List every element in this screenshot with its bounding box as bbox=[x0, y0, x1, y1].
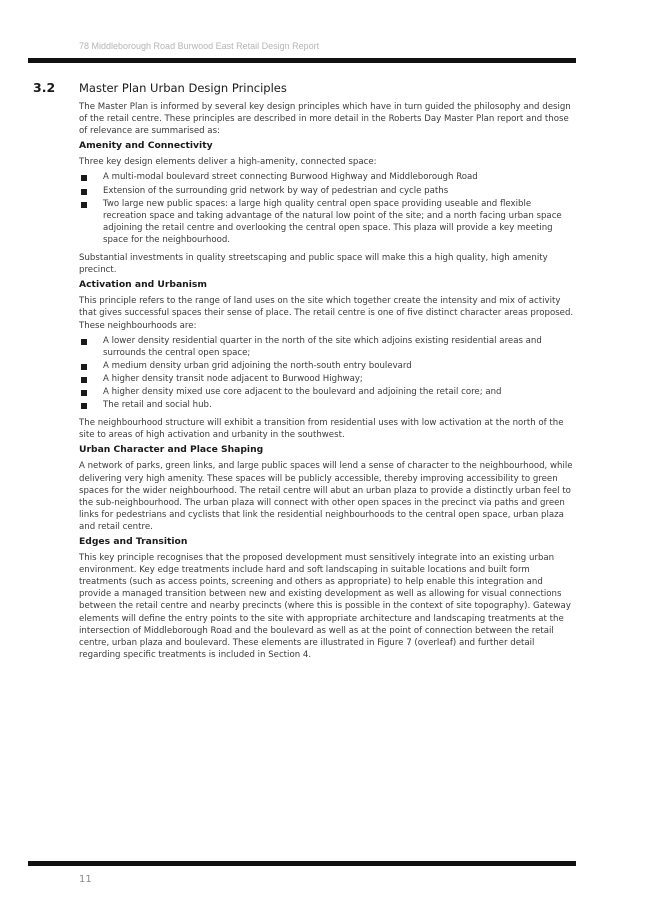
page-number: 11 bbox=[79, 874, 92, 885]
list-item: A multi-modal boulevard street connecting Burwood Highway and Middleborough Road bbox=[79, 171, 575, 183]
edges-heading: Edges and Transition bbox=[79, 536, 188, 547]
footer-rule bbox=[28, 861, 576, 866]
list-item: Extension of the surrounding grid network by way of pedestrian and cycle paths bbox=[79, 185, 575, 197]
section-body bbox=[79, 101, 575, 664]
urban-character-body: A network of parks, green links, and large public spaces will lend a sense of character to the neighbourhood, while delivering very high amenity. These spaces will be publicly accessible, thereby improving accessibility to green spaces for the wider neighbourhood. The retail centre will abut an urban plaza to provide a distinctly urban feel to the sub-neighbourhood. The urban plaza will connect with other open spaces in the precinct via paths and green links for pedestrians and cyclists that link the residential neighbourhoods to the central open space, urban plaza and retail centre. bbox=[79, 461, 573, 532]
amenity-list bbox=[79, 171, 575, 246]
neighbourhoods-list bbox=[79, 335, 575, 412]
running-header: 78 Middleborough Road Burwood East Retail Design Report bbox=[79, 41, 320, 51]
activation-body: This principle refers to the range of land uses on the site which together create the intensity and mix of activity that gives successful spaces their sense of place. The retail centre is one of five distinct character areas proposed. These neighbourhoods are: bbox=[79, 296, 574, 331]
intro-paragraph: The Master Plan is informed by several key design principles which have in turn guided the philosophy and design of the retail centre. These principles are described in more detail in the Roberts Day Master Plan report and those of relevance are summarised as: bbox=[79, 102, 571, 137]
list-item: A medium density urban grid adjoining the north-south entry boulevard bbox=[79, 360, 575, 372]
section-number: 3.2 bbox=[33, 80, 56, 95]
list-item: A lower density residential quarter in the north of the site which adjoins existing residential areas and surrounds the central open space; bbox=[79, 335, 575, 359]
list-item: A higher density mixed use core adjacent to the boulevard and adjoining the retail core; and bbox=[79, 386, 575, 398]
header-rule bbox=[28, 58, 576, 63]
list-item: Two large new public spaces: a large high quality central open space providing useable and flexible recreation space and taking advantage of the natural low point of the site; and a north facing urban space adjoining the retail centre and overlooking the central open space. This plaza will provide a key meeting space for the neighbourhood. bbox=[79, 198, 575, 246]
edges-body: This key principle recognises that the proposed development must sensitively integrate into an existing urban environment. Key edge treatments include hard and soft landscaping in suitable locations and built form treatments (such as access points, screening and others as appropriate) to help enable this integration and provide a managed transition between new and existing development as well as allowing for visual connections between the retail centre and nearby precincts (where this is possible in the context of site topography). Gateway elements will define the entry points to the site with appropriate architecture and landscaping treatments at the intersection of Middleborough Road and the boulevard as well as at the point of connection between the retail centre, urban plaza and boulevard. These elements are illustrated in Figure 7 (overleaf) and further detail regarding specific treatments is included in Section 4. bbox=[79, 553, 571, 660]
list-item: The retail and social hub. bbox=[79, 399, 575, 411]
activation-heading: Activation and Urbanism bbox=[79, 279, 207, 291]
list-item: A higher density transit node adjacent to Burwood Highway; bbox=[79, 373, 575, 385]
section-title: Master Plan Urban Design Principles bbox=[79, 81, 287, 95]
activation-closing: The neighbourhood structure will exhibit a transition from residential uses with low activation at the north of the site to areas of high activation and urbanity in the southwest. bbox=[79, 418, 564, 441]
amenity-heading: Amenity and Connectivity bbox=[79, 140, 213, 152]
urban-character-heading: Urban Character and Place Shaping bbox=[79, 444, 264, 456]
amenity-lead: Three key design elements deliver a high-amenity, connected space: bbox=[79, 157, 377, 168]
amenity-closing: Substantial investments in quality streetscaping and public space will make this a high quality, high amenity precinct. bbox=[79, 253, 548, 276]
